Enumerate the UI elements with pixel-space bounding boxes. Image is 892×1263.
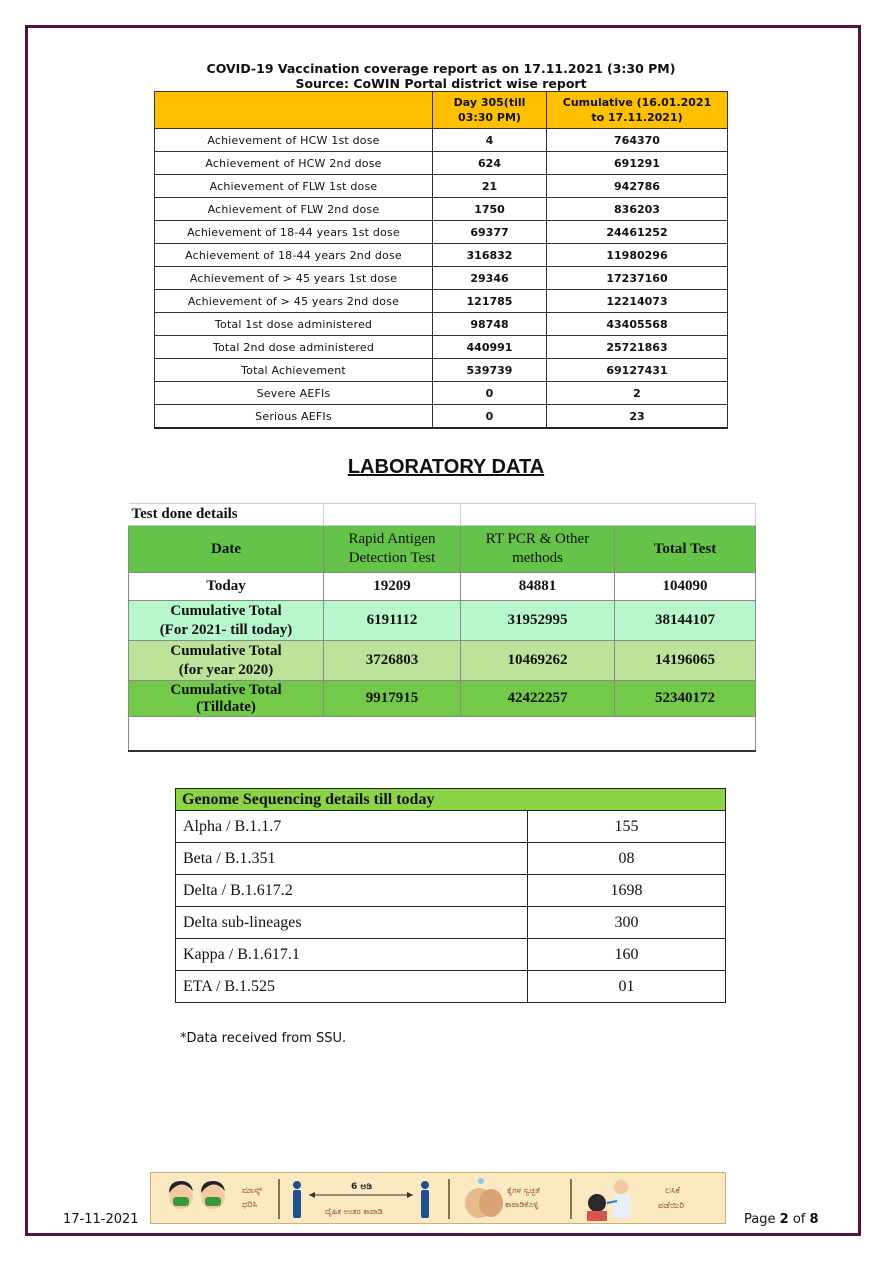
lab-row-rapid: 9917915 — [324, 681, 461, 717]
banner-vax-text-2: ಪಡೆಯಿರಿ — [658, 1201, 685, 1211]
vaccination-row-label: Achievement of FLW 1st dose — [155, 175, 433, 198]
vaccination-row-day: 1750 — [433, 198, 547, 221]
lab-row-date: Cumulative Total (Tilldate) — [129, 681, 324, 717]
lab-blank-row — [129, 717, 756, 752]
vaccination-row-day: 624 — [433, 152, 547, 175]
vaccination-row-cumulative: 23 — [547, 405, 728, 429]
mask-faces-icon — [169, 1181, 225, 1209]
vaccination-row-cumulative: 43405568 — [547, 313, 728, 336]
vaccination-row — [155, 313, 728, 336]
vaccination-row-label: Achievement of 18-44 years 2nd dose — [155, 244, 433, 267]
vaccination-row-label: Total 2nd dose administered — [155, 336, 433, 359]
awareness-banner-graphic — [151, 1173, 727, 1225]
lab-row-date: Today — [129, 573, 324, 601]
lab-row-rtpcr: 31952995 — [461, 601, 615, 641]
vaccination-row — [155, 129, 728, 152]
lab-row-total: 52340172 — [615, 681, 756, 717]
vaccination-row-day: 29346 — [433, 267, 547, 290]
banner-distance-caption: ದೈಹಿಕ ಅಂತರ ಕಾಪಾಡಿ — [325, 1207, 383, 1216]
lab-row-total: 14196065 — [615, 641, 756, 681]
lab-blank-cell — [129, 717, 756, 752]
vaccination-row-day: 539739 — [433, 359, 547, 382]
lab-col-rtpcr: RT PCR & Other methods — [461, 526, 615, 573]
lab-row — [129, 601, 756, 641]
vaccination-icon — [587, 1180, 631, 1221]
vaccination-row-label: Total Achievement — [155, 359, 433, 382]
page-total: 8 — [809, 1212, 819, 1227]
vaccination-row-label: Achievement of > 45 years 2nd dose — [155, 290, 433, 313]
banner-mask-text-1: ಮಾಸ್ಕ್ — [242, 1186, 263, 1196]
genome-row — [176, 907, 726, 939]
vaccination-row-cumulative: 11980296 — [547, 244, 728, 267]
vaccination-row-cumulative: 69127431 — [547, 359, 728, 382]
vaccination-row-label: Achievement of FLW 2nd dose — [155, 198, 433, 221]
vaccination-row-day: 98748 — [433, 313, 547, 336]
genome-variant-count: 155 — [528, 811, 726, 843]
vaccination-row-cumulative: 24461252 — [547, 221, 728, 244]
vaccination-row-day: 121785 — [433, 290, 547, 313]
genome-variant-name: Kappa / B.1.617.1 — [176, 939, 528, 971]
vaccination-row-day: 440991 — [433, 336, 547, 359]
test-done-label: Test done details — [129, 504, 324, 526]
vaccination-row-cumulative: 2 — [547, 382, 728, 405]
vaccination-row-cumulative: 836203 — [547, 198, 728, 221]
lab-row — [129, 641, 756, 681]
lab-col-date: Date — [129, 526, 324, 573]
vaccination-row-cumulative: 12214073 — [547, 290, 728, 313]
vaccination-row — [155, 244, 728, 267]
genome-variant-count: 01 — [528, 971, 726, 1003]
lab-col-rapid: Rapid Antigen Detection Test — [324, 526, 461, 573]
test-done-row — [129, 504, 756, 526]
vaccination-row — [155, 359, 728, 382]
lab-row-date: Cumulative Total (for year 2020) — [129, 641, 324, 681]
vaccination-row-label: Severe AEFIs — [155, 382, 433, 405]
lab-row-rtpcr: 84881 — [461, 573, 615, 601]
banner-hand-text-1: ಕೈಗಳ ಸ್ವಚ್ಛತೆ — [507, 1186, 540, 1195]
banner-mask-text-2: ಧರಿಸಿ — [242, 1200, 258, 1210]
lab-row-date: Cumulative Total (For 2021- till today) — [129, 601, 324, 641]
page-number — [744, 1212, 819, 1227]
genome-variant-count: 300 — [528, 907, 726, 939]
page-prefix: Page — [744, 1212, 776, 1227]
vaccination-row-label: Total 1st dose administered — [155, 313, 433, 336]
lab-row — [129, 573, 756, 601]
genome-row — [176, 843, 726, 875]
genome-heading: Genome Sequencing details till today — [176, 789, 726, 811]
vaccination-row-label: Serious AEFIs — [155, 405, 433, 429]
vaccination-row-label: Achievement of > 45 years 1st dose — [155, 267, 433, 290]
data-source-note: *Data received from SSU. — [180, 1031, 347, 1046]
vaccination-row-day: 69377 — [433, 221, 547, 244]
vaccination-row-label: Achievement of 18-44 years 1st dose — [155, 221, 433, 244]
vaccination-row — [155, 152, 728, 175]
vaccination-row — [155, 405, 728, 429]
vaccination-row-label: Achievement of HCW 1st dose — [155, 129, 433, 152]
genome-variant-count: 1698 — [528, 875, 726, 907]
vaccination-row-label: Achievement of HCW 2nd dose — [155, 152, 433, 175]
vaccination-header-cumulative: Cumulative (16.01.2021 to 17.11.2021) — [547, 92, 728, 129]
banner-vax-text-1: ಲಸಿಕೆ — [665, 1186, 681, 1196]
laboratory-table — [128, 503, 756, 752]
genome-variant-count: 160 — [528, 939, 726, 971]
vaccination-table — [154, 61, 728, 429]
lab-row-rtpcr: 10469262 — [461, 641, 615, 681]
lab-row-total: 104090 — [615, 573, 756, 601]
genome-row — [176, 939, 726, 971]
vaccination-row — [155, 221, 728, 244]
vaccination-row-day: 21 — [433, 175, 547, 198]
banner-distance-label: 6 ಅಡಿ — [351, 1182, 372, 1192]
laboratory-header-row — [129, 526, 756, 573]
genome-variant-name: Alpha / B.1.1.7 — [176, 811, 528, 843]
hand-wash-icon — [465, 1178, 503, 1218]
footer-date: 17-11-2021 — [63, 1212, 139, 1227]
page-current: 2 — [779, 1212, 789, 1227]
genome-variant-name: ETA / B.1.525 — [176, 971, 528, 1003]
lab-row-rapid: 19209 — [324, 573, 461, 601]
vaccination-header-day: Day 305(till 03:30 PM) — [433, 92, 547, 129]
vaccination-row — [155, 198, 728, 221]
vaccination-source-line: Source: CoWIN Portal district wise report — [295, 76, 587, 91]
genome-variant-count: 08 — [528, 843, 726, 875]
vaccination-row — [155, 175, 728, 198]
lab-row-total: 38144107 — [615, 601, 756, 641]
laboratory-heading: LABORATORY DATA — [347, 456, 545, 478]
genome-header-row — [176, 789, 726, 811]
vaccination-title-line1: COVID-19 Vaccination coverage report as on 17.11.2021 (3:30 PM) — [206, 61, 676, 76]
genome-row — [176, 811, 726, 843]
genome-table — [175, 788, 726, 1003]
vaccination-row — [155, 382, 728, 405]
page-of: of — [792, 1212, 806, 1227]
vaccination-header-row — [155, 92, 728, 129]
banner-hand-text-2: ಕಾಪಾಡಿಕೊಳ್ಳಿ — [505, 1200, 539, 1209]
vaccination-row-cumulative: 942786 — [547, 175, 728, 198]
genome-row — [176, 875, 726, 907]
genome-variant-name: Delta sub-lineages — [176, 907, 528, 939]
genome-row — [176, 971, 726, 1003]
test-done-blank — [324, 504, 461, 526]
lab-row-rapid: 6191112 — [324, 601, 461, 641]
vaccination-row-day: 4 — [433, 129, 547, 152]
awareness-banner — [150, 1172, 726, 1224]
vaccination-row-day: 0 — [433, 405, 547, 429]
vaccination-row-cumulative: 691291 — [547, 152, 728, 175]
vaccination-row-day: 316832 — [433, 244, 547, 267]
lab-row — [129, 681, 756, 717]
vaccination-row-cumulative: 764370 — [547, 129, 728, 152]
test-done-blank — [461, 504, 756, 526]
genome-variant-name: Beta / B.1.351 — [176, 843, 528, 875]
vaccination-row — [155, 290, 728, 313]
genome-variant-name: Delta / B.1.617.2 — [176, 875, 528, 907]
vaccination-header-blank — [155, 92, 433, 129]
lab-row-rapid: 3726803 — [324, 641, 461, 681]
vaccination-title-row — [155, 61, 728, 92]
vaccination-row-cumulative: 17237160 — [547, 267, 728, 290]
vaccination-title — [155, 61, 728, 92]
lab-col-total: Total Test — [615, 526, 756, 573]
lab-row-rtpcr: 42422257 — [461, 681, 615, 717]
vaccination-row — [155, 267, 728, 290]
vaccination-row-cumulative: 25721863 — [547, 336, 728, 359]
vaccination-row-day: 0 — [433, 382, 547, 405]
vaccination-row — [155, 336, 728, 359]
